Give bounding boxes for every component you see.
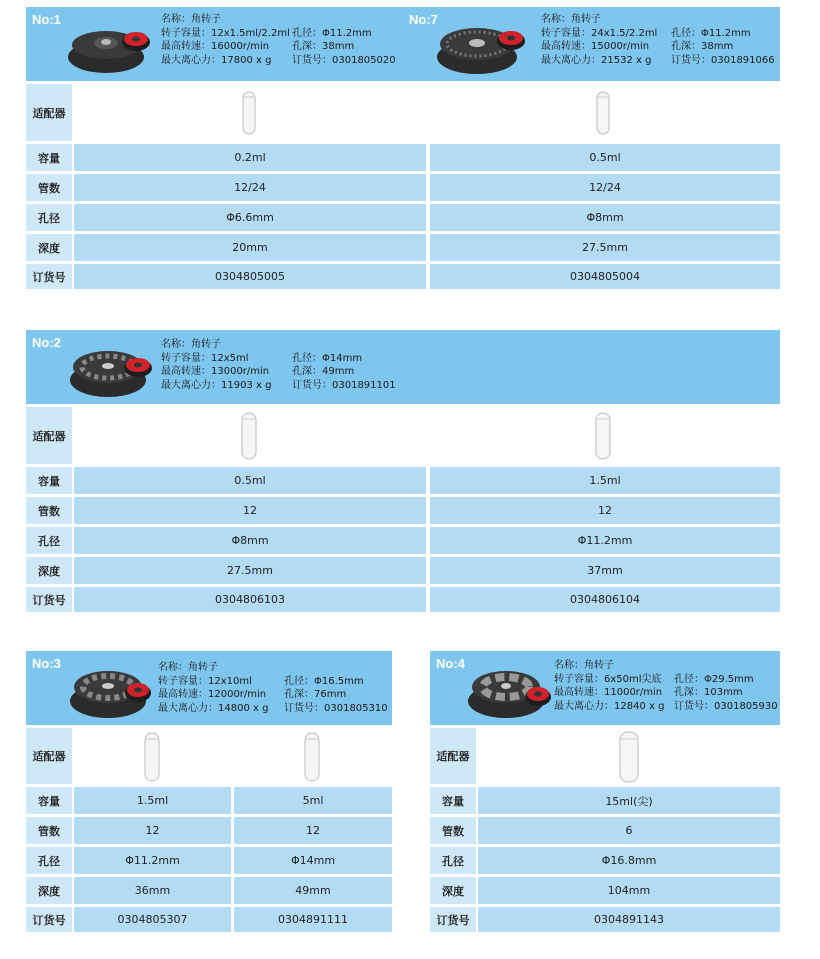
angle-rotor-image [466,657,556,721]
rotor-max-rcf: 最大离心力：11903 x g [161,379,272,391]
adapter-bore: Φ11.2mm [430,527,780,554]
adapter-bore: Φ16.8mm [478,847,780,874]
adapter-tube-icon [241,412,257,460]
adapter-image-cell [234,728,392,784]
adapter-order-number: 0304891111 [234,907,392,932]
adapter-tubes: 12/24 [74,174,426,201]
rotor-max-rcf: 最大离心力：17800 x g [161,54,272,66]
rotor-specs-left [161,13,290,67]
row-label-tubes: 管数 [26,497,72,524]
row-label-order: 订货号 [26,907,72,932]
rotor-capacity: 转子容量：24x1.5/2.2ml [541,27,658,39]
adapter-capacity: 0.2ml [74,144,426,171]
adapter-bore: Φ11.2mm [74,847,231,874]
rotor-number: No:7 [409,12,438,27]
row-label-capacity: 容量 [26,467,72,494]
rotor-specs-right [284,675,388,716]
adapter-tube-icon [619,731,639,783]
rotor-max-speed: 最高转速：12000r/min [158,689,267,700]
row-label-capacity: 容量 [430,787,476,814]
rotor-specs-right [671,27,775,68]
rotor-specs-left [541,13,657,67]
rotor-no4-header [430,651,780,725]
rotor-order-number: 订货号：0301891101 [292,379,396,391]
row-label-adapter: 适配器 [26,728,72,784]
adapter-order-number: 0304806103 [74,587,426,612]
row-label-capacity: 容量 [26,787,72,814]
adapter-image-cell [74,407,426,464]
adapter-tube-icon [596,91,610,135]
rotor-specs-left [158,661,268,715]
adapter-order-number: 0304891143 [478,907,780,932]
rotor-order-number: 订货号：0301891066 [671,54,775,66]
adapter-tubes: 12 [234,817,392,844]
rotor-specs-left [161,338,271,392]
row-label-order: 订货号 [26,587,72,612]
rotor-specs-left [554,659,664,713]
row-label-bore: 孔径 [26,527,72,554]
adapter-bore: Φ6.6mm [74,204,426,231]
rotor-capacity: 转子容量：12x5ml [161,352,249,364]
adapter-depth: 49mm [234,877,392,904]
row-label-tubes: 管数 [26,174,72,201]
adapter-order-number: 0304805004 [430,264,780,289]
rotor-depth: 孔深：38mm [292,41,355,52]
adapter-tube-icon [144,732,160,782]
adapter-bore: Φ8mm [74,527,426,554]
row-label-order: 订货号 [26,264,72,289]
adapter-tube-icon [595,412,611,460]
rotor-bore: 孔径：Φ29.5mm [674,673,754,685]
adapter-tubes: 12 [74,817,231,844]
rotor-bore: 孔径：Φ11.2mm [292,27,372,39]
angle-rotor-image [68,657,156,721]
row-label-tubes: 管数 [430,817,476,844]
adapter-depth: 27.5mm [430,234,780,261]
row-label-adapter: 适配器 [26,407,72,464]
rotor-capacity: 转子容量：6x50ml尖底 [554,673,662,685]
rotor-depth: 孔深：49mm [292,366,355,377]
rotor-no7-header [403,7,780,81]
adapter-capacity: 1.5ml [430,467,780,494]
rotor-order-number: 订货号：0301805020 [292,54,396,66]
rotor-depth: 孔深：103mm [674,687,743,698]
row-label-tubes: 管数 [26,817,72,844]
rotor-number: No:2 [32,335,61,350]
adapter-tube-icon [304,732,320,782]
rotor-max-speed: 最高转速：15000r/min [541,41,650,52]
adapter-order-number: 0304806104 [430,587,780,612]
rotor-max-rcf: 最大离心力：12840 x g [554,700,665,712]
rotor-number: No:3 [32,656,61,671]
rotor-name: 名称：角转子 [158,662,218,673]
adapter-tubes: 6 [478,817,780,844]
rotor-max-speed: 最高转速：13000r/min [161,366,270,377]
rotor-depth: 孔深：76mm [284,689,347,700]
row-label-depth: 深度 [430,877,476,904]
adapter-order-number: 0304805307 [74,907,231,932]
adapter-tubes: 12 [430,497,780,524]
row-label-depth: 深度 [26,557,72,584]
adapter-capacity: 0.5ml [74,467,426,494]
rotor-specs-right [292,352,396,393]
adapter-image-cell [74,84,426,141]
adapter-image-cell [478,728,780,784]
rotor-order-number: 订货号：0301805310 [284,702,388,714]
rotor-capacity: 转子容量：12x10ml [158,675,252,687]
adapter-image-cell [430,407,780,464]
adapter-tubes: 12 [74,497,426,524]
rotor-name: 名称：角转子 [161,14,221,25]
rotor-no3-header [26,651,392,725]
adapter-bore: Φ8mm [430,204,780,231]
adapter-depth: 37mm [430,557,780,584]
rotor-depth: 孔深：38mm [671,41,734,52]
adapter-bore: Φ14mm [234,847,392,874]
rotor-bore: 孔径：Φ16.5mm [284,675,364,687]
row-label-order: 订货号 [430,907,476,932]
adapter-depth: 20mm [74,234,426,261]
rotor-name: 名称：角转子 [161,339,221,350]
adapter-depth: 27.5mm [74,557,426,584]
rotor-no1-header [26,7,403,81]
angle-rotor-image [435,15,531,77]
rotor-max-rcf: 最大离心力：21532 x g [541,54,652,66]
adapter-depth: 104mm [478,877,780,904]
angle-rotor-image [66,17,154,77]
angle-rotor-image [68,338,158,400]
rotor-order-number: 订货号：0301805930 [674,700,778,712]
adapter-capacity: 5ml [234,787,392,814]
adapter-capacity: 1.5ml [74,787,231,814]
row-label-bore: 孔径 [26,847,72,874]
adapter-depth: 36mm [74,877,231,904]
rotor-capacity: 转子容量：12x1.5ml/2.2ml [161,27,290,39]
adapter-image-cell [430,84,780,141]
row-label-capacity: 容量 [26,144,72,171]
rotor-number: No:4 [436,656,465,671]
adapter-image-cell [74,728,231,784]
rotor-no2-header [26,330,780,404]
row-label-adapter: 适配器 [430,728,476,784]
rotor-bore: 孔径：Φ14mm [292,352,363,364]
row-label-depth: 深度 [26,234,72,261]
rotor-max-rcf: 最大离心力：14800 x g [158,702,269,714]
rotor-specs-right [674,673,778,714]
adapter-capacity: 15ml(尖) [478,787,780,814]
rotor-name: 名称：角转子 [554,660,614,671]
rotor-name: 名称：角转子 [541,14,601,25]
rotor-bore: 孔径：Φ11.2mm [671,27,751,39]
adapter-order-number: 0304805005 [74,264,426,289]
row-label-bore: 孔径 [26,204,72,231]
rotor-number: No:1 [32,12,61,27]
rotor-max-speed: 最高转速：11000r/min [554,687,663,698]
rotor-specs-right [292,27,396,68]
row-label-depth: 深度 [26,877,72,904]
adapter-tube-icon [242,91,256,135]
rotor-max-speed: 最高转速：16000r/min [161,41,270,52]
adapter-capacity: 0.5ml [430,144,780,171]
adapter-tubes: 12/24 [430,174,780,201]
row-label-adapter: 适配器 [26,84,72,141]
row-label-bore: 孔径 [430,847,476,874]
